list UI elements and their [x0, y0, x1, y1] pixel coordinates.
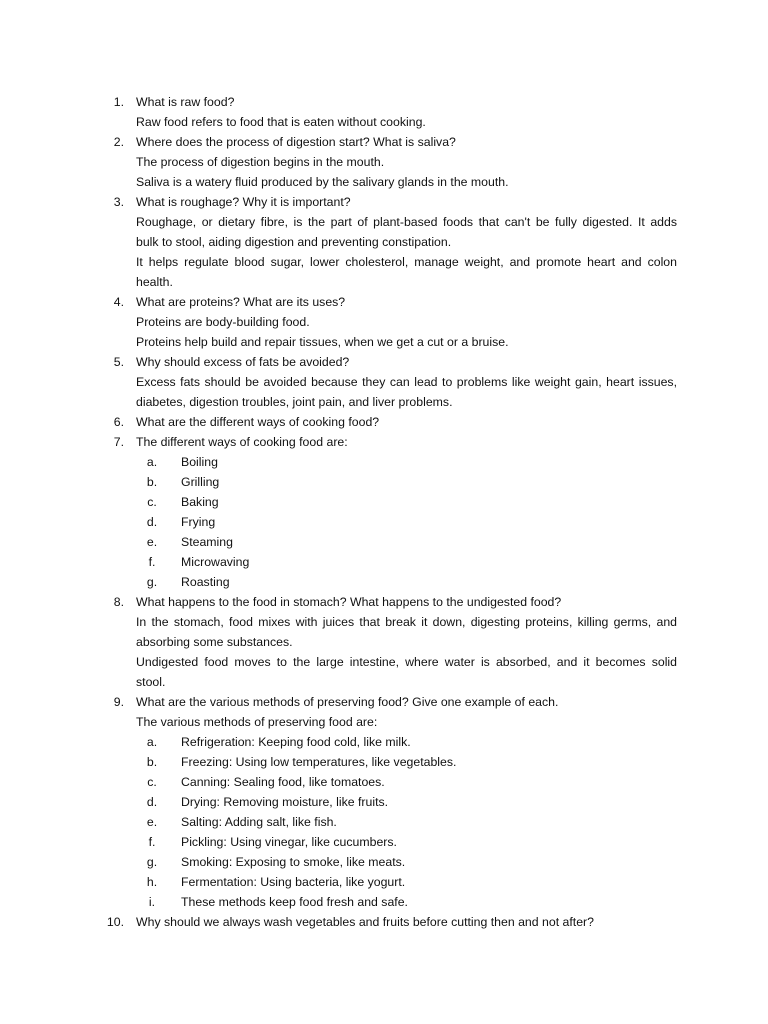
sub-list-text: Smoking: Exposing to smoke, like meats. [181, 855, 406, 869]
answer-line: The process of digestion begins in the mouth. [136, 155, 385, 169]
question-number: 7. [113, 435, 124, 449]
sub-list-text: Freezing: Using low temperatures, like vegetables. [181, 755, 457, 769]
question-text: What is raw food? [136, 95, 235, 109]
question-text: What are the various methods of preserving food? Give one example of each. [136, 695, 559, 709]
sub-list-label: i. [148, 895, 156, 909]
question-text: The different ways of cooking food are: [136, 435, 348, 449]
sub-list-item [0, 572, 768, 592]
answer-line: Saliva is a watery fluid produced by the salivary glands in the mouth. [136, 175, 509, 189]
sub-list-label: e. [146, 535, 158, 549]
question-text: Where does the process of digestion start? What is saliva? [136, 135, 456, 149]
question-text: Why should we always wash vegetables and fruits before cutting then and not after? [136, 915, 594, 929]
sub-list-text: Fermentation: Using bacteria, like yogurt. [181, 875, 406, 889]
sub-list-label: c. [147, 495, 157, 509]
sub-list-item [0, 752, 768, 772]
question-text: Why should excess of fats be avoided? [136, 355, 350, 369]
question-text: What happens to the food in stomach? What happens to the undigested food? [136, 595, 562, 609]
question-text: What is roughage? Why it is important? [136, 195, 351, 209]
question-item [0, 292, 768, 352]
sub-list-text: Boiling [181, 455, 218, 469]
sub-list-item [0, 552, 768, 572]
sub-list-item [0, 832, 768, 852]
question-item [0, 192, 768, 292]
sub-list-text: Salting: Adding salt, like fish. [181, 815, 337, 829]
sub-list-text: Drying: Removing moisture, like fruits. [181, 795, 389, 809]
question-item [0, 912, 768, 932]
answer-line: Proteins help build and repair tissues, when we get a cut or a bruise. [136, 335, 509, 349]
question-item [0, 592, 768, 692]
answer-line: diabetes, digestion troubles, joint pain, and liver problems. [136, 395, 453, 409]
answer-line: Undigested food moves to the large intestine, where water is absorbed, and it becomes solid [136, 655, 677, 669]
question-number: 2. [113, 135, 124, 149]
sub-list-text: Grilling [181, 475, 220, 489]
answer-line: health. [136, 275, 173, 289]
question-list [0, 92, 768, 932]
answer-line: bulk to stool, aiding digestion and preventing constipation. [136, 235, 452, 249]
answer-line: In the stomach, food mixes with juices that break it down, digesting proteins, killing germs, and [136, 615, 677, 629]
sub-list-text: Refrigeration: Keeping food cold, like milk. [181, 735, 411, 749]
sub-list-item [0, 812, 768, 832]
question-number: 1. [113, 95, 124, 109]
question-number: 5. [113, 355, 124, 369]
sub-list-label: c. [147, 775, 157, 789]
question-item [0, 352, 768, 412]
answer-line: absorbing some substances. [136, 635, 293, 649]
question-number: 8. [113, 595, 124, 609]
sub-list-label: f. [148, 555, 156, 569]
sub-list-label: a. [146, 455, 158, 469]
sub-list-label: a. [146, 735, 158, 749]
answer-line: Proteins are body-building food. [136, 315, 310, 329]
sub-list-label: g. [146, 575, 158, 589]
sub-list-label: d. [146, 515, 158, 529]
question-number: 4. [113, 295, 124, 309]
sub-list-text: Steaming [181, 535, 233, 549]
sub-list-label: e. [146, 815, 158, 829]
sub-list-item [0, 532, 768, 552]
sub-list-label: h. [146, 875, 158, 889]
sub-list-item [0, 732, 768, 752]
sub-list-item [0, 892, 768, 912]
sub-list-text: Canning: Sealing food, like tomatoes. [181, 775, 385, 789]
question-item [0, 432, 768, 592]
sub-list-label: g. [146, 855, 158, 869]
question-text: What are proteins? What are its uses? [136, 295, 346, 309]
sub-list-label: b. [146, 475, 158, 489]
sub-list-label: b. [146, 755, 158, 769]
question-item [0, 412, 768, 432]
sub-list-text: Baking [181, 495, 219, 509]
answer-line: stool. [136, 675, 166, 689]
sub-list-label: d. [146, 795, 158, 809]
sub-list-item [0, 872, 768, 892]
question-number: 9. [113, 695, 124, 709]
answer-line: Roughage, or dietary fibre, is the part of plant-based foods that can't be fully digested. It adds [136, 215, 677, 229]
answer-line: It helps regulate blood sugar, lower cholesterol, manage weight, and promote heart and colon [136, 255, 677, 269]
sub-list-item [0, 772, 768, 792]
sub-list-text: Roasting [181, 575, 230, 589]
answer-line: Raw food refers to food that is eaten without cooking. [136, 115, 426, 129]
question-number: 3. [113, 195, 124, 209]
sub-list-text: Frying [181, 515, 216, 529]
sub-list-item [0, 792, 768, 812]
answer-line: Excess fats should be avoided because they can lead to problems like weight gain, heart issues, [136, 375, 677, 389]
question-item [0, 692, 768, 912]
question-item [0, 132, 768, 192]
sub-list-text: Pickling: Using vinegar, like cucumbers. [181, 835, 397, 849]
answer-line: The various methods of preserving food are: [136, 715, 378, 729]
sub-list-text: These methods keep food fresh and safe. [181, 895, 408, 909]
sub-list-item [0, 452, 768, 472]
sub-list-item [0, 852, 768, 872]
question-text: What are the different ways of cooking food? [136, 415, 380, 429]
sub-list-item [0, 512, 768, 532]
sub-list-item [0, 472, 768, 492]
sub-list-text: Microwaving [181, 555, 250, 569]
question-number: 10. [106, 915, 124, 929]
question-number: 6. [113, 415, 124, 429]
sub-list-item [0, 492, 768, 512]
question-item [0, 92, 768, 132]
sub-list-label: f. [148, 835, 156, 849]
